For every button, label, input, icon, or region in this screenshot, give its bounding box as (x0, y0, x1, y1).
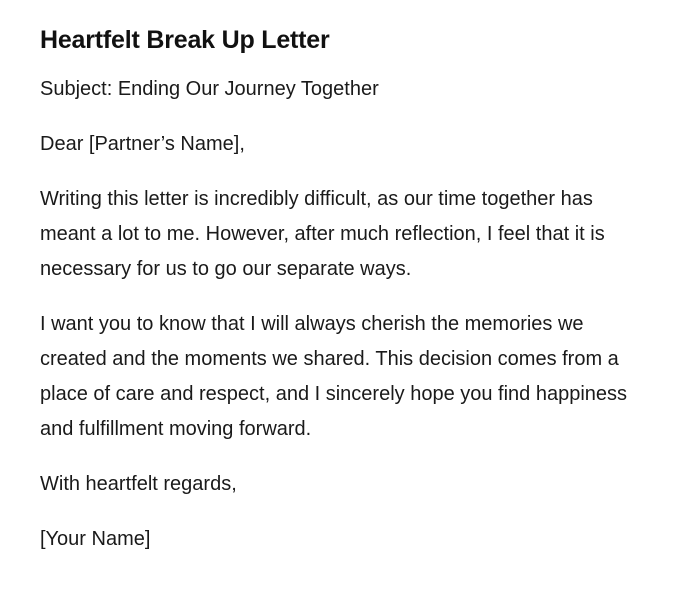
letter-closing: With heartfelt regards, (40, 473, 237, 495)
letter-paragraph-2: I want you to know that I will always cherish the memories we created and the moments we shared. This decision comes from a place of care and respect, and I sincerely hope you find happiness and fulfillment moving forward. (40, 313, 628, 440)
letter-document (40, 24, 640, 577)
letter-signature: [Your Name] (40, 528, 151, 550)
letter-salutation: Dear [Partner’s Name], (40, 133, 245, 155)
letter-paragraph-1: Writing this letter is incredibly difficult, as our time together has meant a lot to me. However, after much reflection, I feel that it is necessary for us to go our separate ways. (40, 188, 605, 280)
letter-title: Heartfelt Break Up Letter (40, 26, 330, 54)
letter-subject: Subject: Ending Our Journey Together (40, 78, 379, 100)
